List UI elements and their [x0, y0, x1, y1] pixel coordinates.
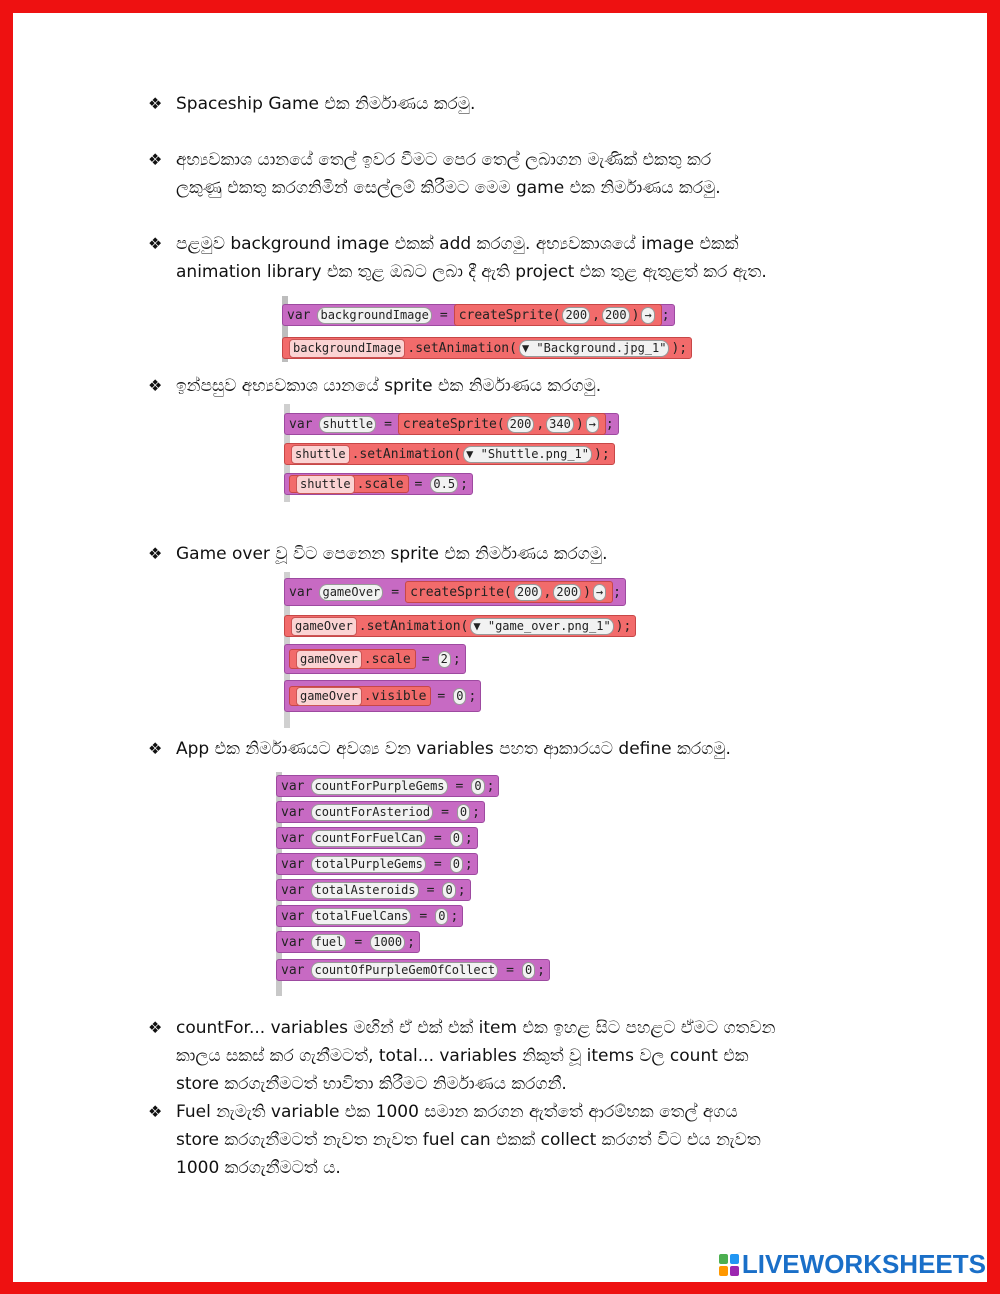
bullet-marker: ❖ [148, 94, 163, 113]
bullet-fuel-explanation [148, 1098, 868, 1182]
x-value[interactable]: 200 [562, 307, 590, 324]
animation-dropdown[interactable]: ▼ "Background.jpg_1" [519, 340, 670, 357]
object-name[interactable]: shuttle [296, 475, 355, 494]
animation-dropdown[interactable]: ▼ "Shuttle.png_1" [463, 446, 592, 463]
variable-name[interactable]: gameOver [319, 584, 383, 601]
code-line-scale [284, 472, 473, 496]
var-block[interactable]: var totalPurpleGems = 0 ; [276, 853, 478, 875]
bullet-marker: ❖ [148, 376, 163, 395]
code-line-set-animation [282, 336, 692, 360]
bullet-line: පළමුව background image එකක් add කරගමු. අභ්‍යවකාශයේ image එකක් [176, 234, 739, 254]
visible-value[interactable]: 0 [453, 688, 466, 705]
visible-block[interactable]: gameOver .visible = 0 ; [284, 680, 481, 712]
bullet-line: කාලය සකස් කර ගැනීමටත්, total... variables නිකුත් වූ items වල count එක [176, 1046, 749, 1066]
var-block[interactable]: var gameOver = createSprite ( 200 , 200 ) → ; [284, 578, 626, 606]
scale-block[interactable]: gameOver .scale = 2 ; [284, 644, 466, 674]
property-block[interactable]: shuttle .scale [289, 475, 409, 493]
variable-value[interactable]: 0 [442, 882, 455, 899]
bullet-text: App එක නිර්මාණයට අවශ්‍ය වන variables පහත ආකාරයට define කරගමු. [176, 739, 731, 759]
scale-value[interactable]: 2 [438, 651, 451, 668]
bullet-game-over-sprite [148, 540, 868, 568]
bullet-text: ඉන්පසුව අභ්‍යවකාශ යානයේ sprite එක නිර්මාණය කරගමු. [176, 376, 602, 396]
bullet-marker: ❖ [148, 234, 163, 253]
liveworksheets-logo[interactable] [719, 1249, 986, 1280]
expand-arrow-icon[interactable]: → [641, 307, 654, 324]
x-value[interactable]: 200 [507, 416, 535, 433]
code-block-gameover [284, 572, 734, 728]
bullet-marker: ❖ [148, 739, 163, 758]
variable-value[interactable]: 0 [435, 908, 448, 925]
y-value[interactable]: 340 [546, 416, 574, 433]
variable-value[interactable]: 0 [450, 830, 463, 847]
set-animation-block[interactable]: backgroundImage .setAnimation( ▼ "Background.jpg_1" ); [282, 337, 692, 359]
create-sprite-block[interactable]: createSprite ( 200 , 200 ) → [454, 304, 662, 326]
create-sprite-block[interactable]: createSprite ( 200 , 340 ) → [398, 413, 606, 435]
var-block[interactable]: var totalFuelCans = 0 ; [276, 905, 463, 927]
code-line-visible [284, 680, 481, 712]
object-name[interactable]: gameOver [291, 617, 357, 636]
bullet-line: 1000 කරගැනීමටත් ය. [176, 1158, 341, 1178]
bullet-marker: ❖ [148, 1018, 163, 1037]
code-line-set-animation [284, 442, 615, 466]
bullet-line: store කරගැනීමටත් නැවත නැවත fuel can එකක් collect කරගත් විට එය නැවත [176, 1130, 761, 1150]
variable-value[interactable]: 0 [450, 856, 463, 873]
animation-dropdown[interactable]: ▼ "game_over.png_1" [470, 618, 613, 635]
var-block[interactable]: var countForFuelCan = 0 ; [276, 827, 478, 849]
code-line-var [276, 958, 550, 982]
property-block[interactable]: gameOver .scale [289, 649, 416, 669]
object-name[interactable]: gameOver [296, 650, 362, 669]
bullet-game-description [148, 146, 868, 202]
var-block[interactable]: var shuttle = createSprite ( 200 , 340 ) → ; [284, 413, 619, 435]
dropdown-icon: ▼ [473, 618, 481, 633]
bullet-marker: ❖ [148, 1102, 163, 1121]
variable-name[interactable]: countForAsteriod [311, 804, 433, 821]
logo-grid-icon [719, 1254, 739, 1276]
variable-name[interactable]: countOfPurpleGemOfCollect [311, 962, 498, 979]
logo-text: LIVEWORKSHEETS [741, 1249, 986, 1279]
bullet-marker: ❖ [148, 150, 163, 169]
var-block[interactable]: var countForPurpleGems = 0 ; [276, 775, 499, 797]
property-block[interactable]: gameOver .visible [289, 686, 431, 706]
var-block[interactable]: var fuel = 1000 ; [276, 931, 420, 953]
bullet-define-variables [148, 735, 868, 763]
bullet-line: store කරගැනීමටත් භාවිතා කිරීමට නිර්මාණය කරගනී. [176, 1074, 567, 1094]
variable-name[interactable]: totalPurpleGems [311, 856, 425, 873]
bullet-line: ලකුණු එකතු කරගනිමින් සෙල්ලම් කිරීමට මෙම game එක නිර්මාණය කරමු. [176, 178, 721, 198]
create-sprite-block[interactable]: createSprite ( 200 , 200 ) → [405, 581, 613, 603]
dropdown-icon: ▼ [521, 340, 530, 355]
y-value[interactable]: 200 [602, 307, 630, 324]
dropdown-icon: ▼ [466, 446, 474, 461]
object-name[interactable]: gameOver [296, 687, 362, 706]
bullet-line: අභ්‍යවකාශ යානයේ තෙල් ඉවර වීමට පෙර තෙල් ලබාගන මැණික් එකතු කර [176, 150, 712, 170]
variable-value[interactable]: 0 [522, 962, 535, 979]
bullet-marker: ❖ [148, 544, 163, 563]
code-line-var [276, 878, 471, 902]
code-block-background [282, 296, 802, 362]
set-animation-block[interactable]: shuttle .setAnimation( ▼ "Shuttle.png_1" ); [284, 443, 615, 465]
bullet-spaceship-game [148, 90, 868, 118]
bullet-line: animation library එක තුළ ඔබට ලබා දී ඇති project එක තුළ ඇතුළත් කර ඇත. [176, 262, 767, 282]
variable-name[interactable]: backgroundImage [317, 307, 431, 324]
code-block-variables [276, 772, 636, 996]
code-line-var-gameover [284, 578, 626, 606]
variable-name[interactable]: shuttle [319, 416, 376, 433]
bullet-text: Spaceship Game එක නිර්මාණය කරමු. [176, 94, 476, 114]
variable-value[interactable]: 0 [471, 778, 484, 795]
bullet-shuttle-sprite [148, 372, 868, 400]
code-block-shuttle [284, 404, 676, 502]
y-value[interactable]: 200 [553, 584, 581, 601]
object-name[interactable]: shuttle [291, 445, 350, 464]
expand-arrow-icon[interactable]: → [593, 584, 606, 601]
variable-name[interactable]: countForPurpleGems [311, 778, 447, 795]
variable-name[interactable]: countForFuelCan [311, 830, 425, 847]
bullet-line: Fuel නැමැති variable එක 1000 සමාන කරගන ඇත්තේ ආරම්භක තෙල් අගය [176, 1102, 738, 1122]
x-value[interactable]: 200 [514, 584, 542, 601]
code-line-set-animation [284, 614, 636, 638]
bullet-background-image [148, 230, 868, 286]
scale-value[interactable]: 0.5 [430, 476, 458, 493]
code-line-var-shuttle [284, 412, 619, 436]
scale-block[interactable]: shuttle .scale = 0.5 ; [284, 473, 473, 495]
bullet-countfor-explanation [148, 1014, 868, 1098]
variable-value[interactable]: 0 [457, 804, 470, 821]
code-line-var [276, 852, 478, 876]
variable-name[interactable]: totalFuelCans [311, 908, 411, 925]
var-block[interactable]: var countForAsteriod = 0 ; [276, 801, 485, 823]
code-line-var [276, 930, 420, 954]
set-animation-block[interactable]: gameOver .setAnimation( ▼ "game_over.png_1" ); [284, 615, 636, 637]
variable-name[interactable]: totalAsteroids [311, 882, 418, 899]
bullet-text: Game over වූ විට පෙනෙන sprite එක නිර්මාණය කරගමු. [176, 544, 608, 564]
var-block[interactable]: var countOfPurpleGemOfCollect = 0 ; [276, 959, 550, 981]
variable-name[interactable]: fuel [311, 934, 346, 951]
var-block[interactable]: var backgroundImage = createSprite ( 200 , 200 ) → ; [282, 304, 675, 326]
code-line-var-background [282, 303, 675, 327]
code-line-var [276, 774, 499, 798]
var-block[interactable]: var totalAsteroids = 0 ; [276, 879, 471, 901]
code-line-scale [284, 644, 466, 674]
variable-value[interactable]: 1000 [370, 934, 405, 951]
bullet-line: countFor... variables මඟින් ඒ එක් එක් item එක ඉහළ සිට පහළට ඒමට ගතවන [176, 1018, 776, 1038]
expand-arrow-icon[interactable]: → [586, 416, 599, 433]
code-line-var [276, 800, 485, 824]
code-line-var [276, 826, 478, 850]
code-line-var [276, 904, 463, 928]
object-name[interactable]: backgroundImage [289, 339, 405, 358]
